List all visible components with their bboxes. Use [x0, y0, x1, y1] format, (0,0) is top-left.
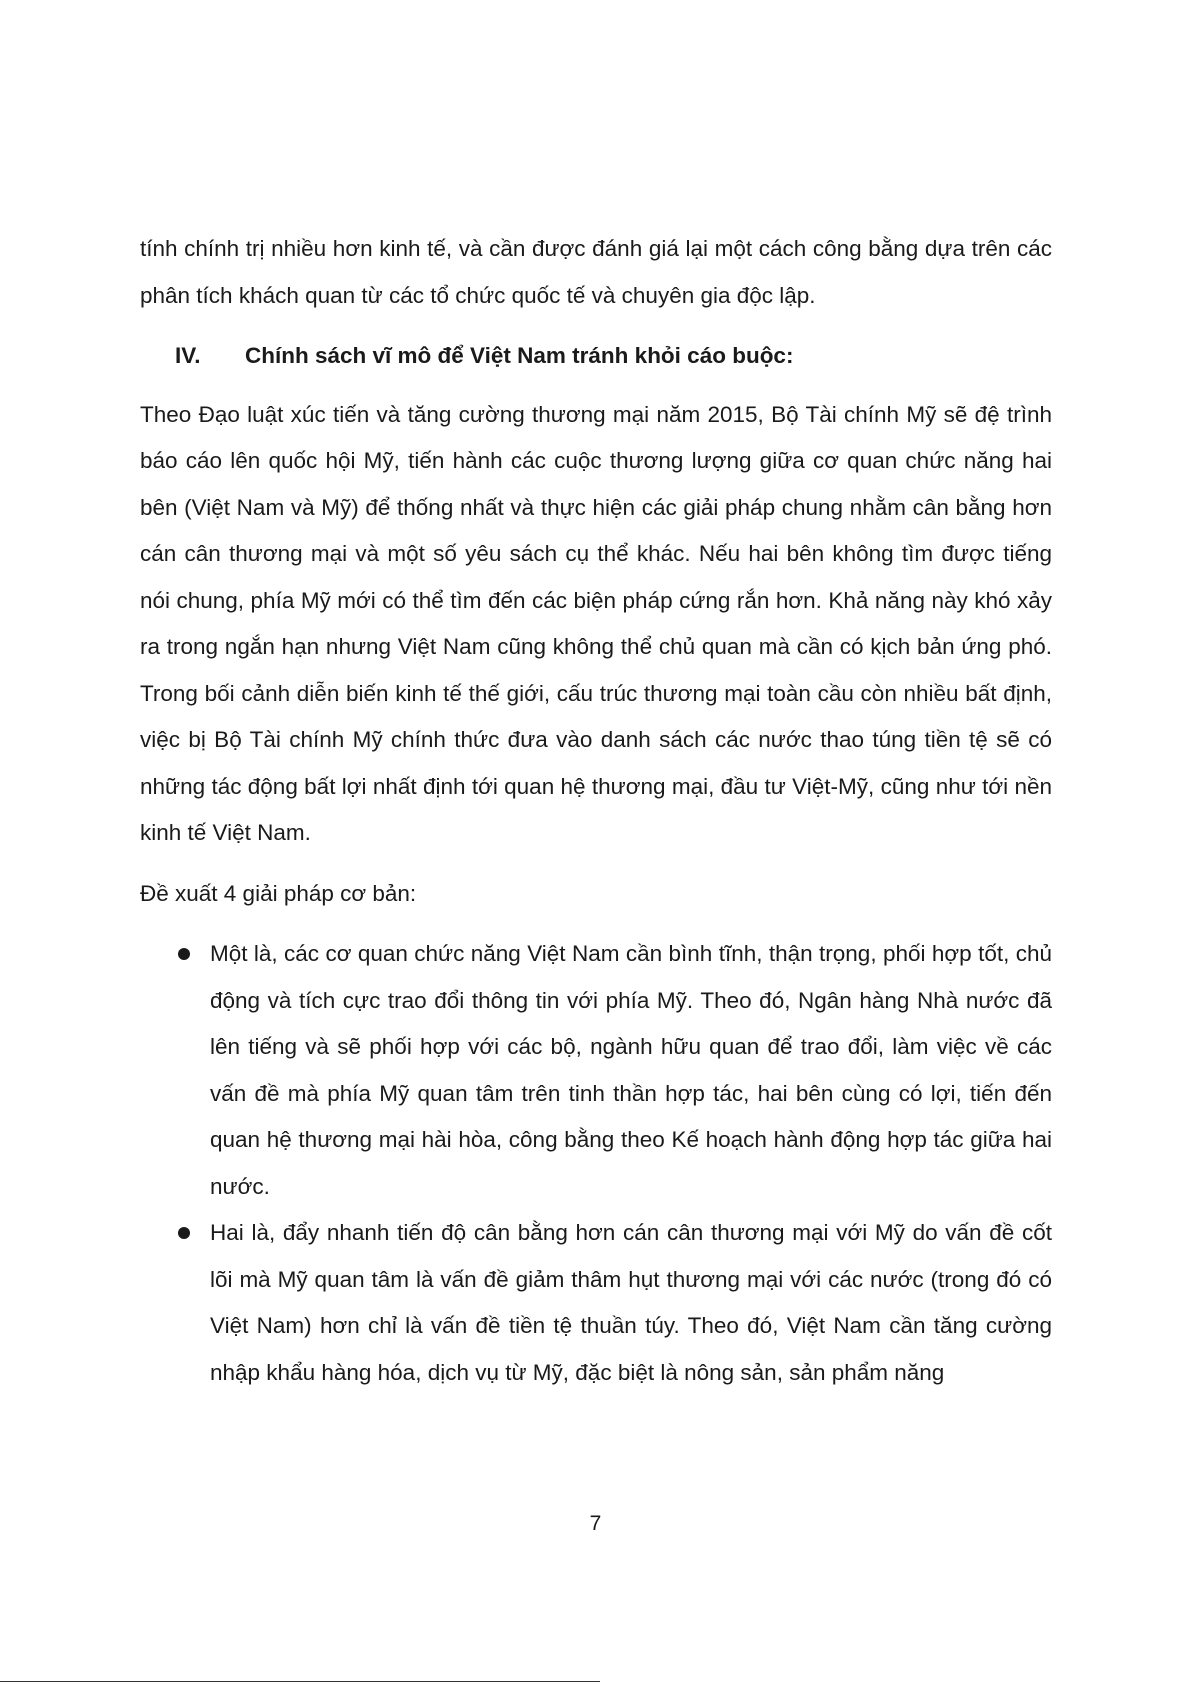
section-heading — [140, 333, 1052, 380]
paragraph-main: Theo Đạo luật xúc tiến và tăng cường thương mại năm 2015, Bộ Tài chính Mỹ sẽ đệ trình báo cáo lên quốc hội Mỹ, tiến hành các cuộc thương lượng giữa cơ quan chức năng hai bên (Việt Nam và Mỹ) để thống nhất và thực hiện các giải pháp chung nhằm cân bằng hơn cán cân thương mại và một số yêu sách cụ thể khác. Nếu hai bên không tìm được tiếng nói chung, phía Mỹ mới có thể tìm đến các biện pháp cứng rắn hơn. Khả năng này khó xảy ra trong ngắn hạn nhưng Việt Nam cũng không thể chủ quan mà cần có kịch bản ứng phó. Trong bối cảnh diễn biến kinh tế thế giới, cấu trúc thương mại toàn cầu còn nhiều bất định, việc bị Bộ Tài chính Mỹ chính thức đưa vào danh sách các nước thao túng tiền tệ sẽ có những tác động bất lợi nhất định tới quan hệ thương mại, đầu tư Việt-Mỹ, cũng như tới nền kinh tế Việt Nam. — [140, 401, 1052, 845]
page-content — [140, 226, 1052, 1396]
list-item — [140, 1210, 1052, 1396]
page-number: 7 — [589, 1512, 602, 1535]
list-item-text: Hai là, đẩy nhanh tiến độ cân bằng hơn cán cân thương mại với Mỹ do vấn đề cốt lõi mà Mỹ quan tâm là vấn đề giảm thâm hụt thương mại với các nước (trong đó có Việt Nam) hơn chỉ là vấn đề tiền tệ thuần túy. Theo đó, Việt Nam cần tăng cường nhập khẩu hàng hóa, dịch vụ từ Mỹ, đặc biệt là nông sản, sản phẩm năng — [210, 1220, 1052, 1385]
list-item — [140, 931, 1052, 1210]
solution-list — [140, 931, 1052, 1396]
footer-divider — [0, 1681, 600, 1682]
paragraph-continuation: tính chính trị nhiều hơn kinh tế, và cần được đánh giá lại một cách công bằng dựa trên các phân tích khách quan từ các tổ chức quốc tế và chuyên gia độc lập. — [140, 236, 1052, 308]
section-title: Chính sách vĩ mô để Việt Nam tránh khỏi cáo buộc: — [245, 343, 794, 368]
bullet-dot-icon — [178, 948, 190, 960]
bullet-dot-icon — [178, 1227, 190, 1239]
section-number: IV. — [175, 343, 201, 368]
paragraph-proposal-intro: Đề xuất 4 giải pháp cơ bản: — [140, 880, 417, 906]
list-item-text: Một là, các cơ quan chức năng Việt Nam cần bình tĩnh, thận trọng, phối hợp tốt, chủ động và tích cực trao đổi thông tin với phía Mỹ. Theo đó, Ngân hàng Nhà nước đã lên tiếng và sẽ phối hợp với các bộ, ngành hữu quan để trao đổi, làm việc về các vấn đề mà phía Mỹ quan tâm trên tinh thần hợp tác, hai bên cùng có lợi, tiến đến quan hệ thương mại hài hòa, công bằng theo Kế hoạch hành động hợp tác giữa hai nước. — [210, 941, 1052, 1199]
